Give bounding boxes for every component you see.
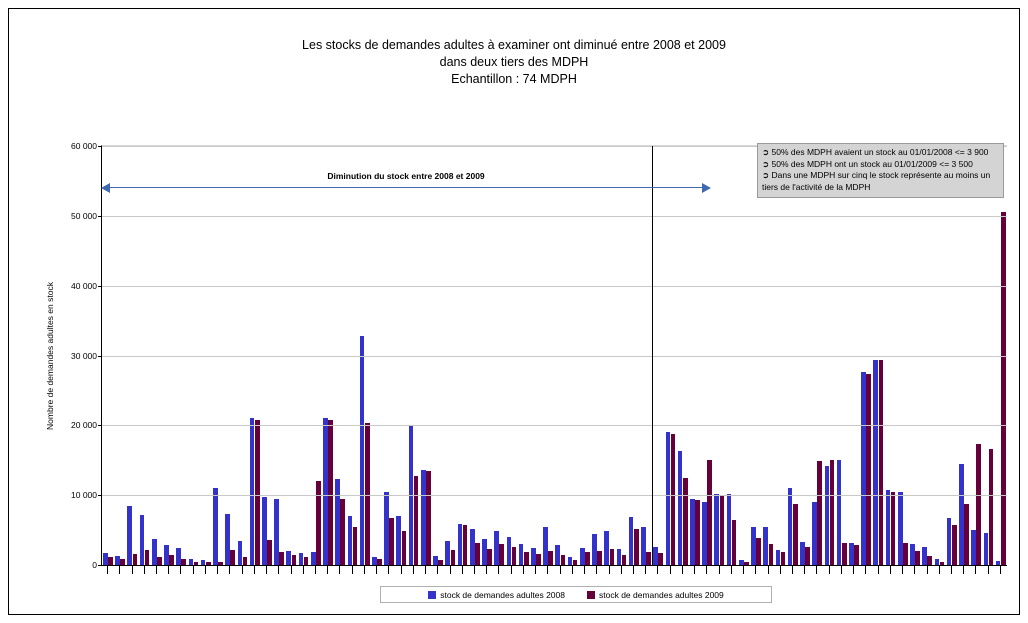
note-line-3 <box>762 170 999 193</box>
x-axis-tick <box>303 566 304 574</box>
bar-2008 <box>812 502 817 565</box>
bar-2009 <box>671 434 676 565</box>
bar-2008 <box>849 543 854 565</box>
bar-2009 <box>732 520 737 565</box>
bar-2008 <box>482 539 487 565</box>
bar-2008 <box>335 479 340 565</box>
x-axis-tick <box>682 566 683 574</box>
bar-2008 <box>262 497 267 565</box>
x-axis-tick <box>609 566 610 574</box>
x-axis-tick <box>694 566 695 574</box>
bar-2009 <box>695 500 700 565</box>
bar-2009 <box>524 552 529 565</box>
x-axis-tick <box>437 566 438 574</box>
bar-2008 <box>286 551 291 565</box>
bar-2009 <box>964 504 969 565</box>
arrow-line <box>109 187 703 188</box>
arrow-label: Diminution du stock entre 2008 et 2009 <box>327 171 485 181</box>
note-bullet-icon: ➲ <box>762 158 770 169</box>
page-title: Les stocks de demandes adultes à examiner ont diminué entre 2008 et 2009 <box>302 38 726 52</box>
x-axis-tick <box>266 566 267 574</box>
page-subtitle: dans deux tiers des MDPH <box>439 55 589 69</box>
y-axis-tick-mark <box>98 216 102 217</box>
bar-2009 <box>487 549 492 565</box>
bar-2008 <box>445 541 450 565</box>
x-axis-tick <box>291 566 292 574</box>
x-axis-tick <box>523 566 524 574</box>
x-axis-tick <box>768 566 769 574</box>
x-axis-tick <box>144 566 145 574</box>
x-axis-tick <box>229 566 230 574</box>
bar-2009 <box>267 540 272 565</box>
bar-2009 <box>781 552 786 565</box>
bar-2008 <box>690 499 695 565</box>
bar-2008 <box>225 514 230 565</box>
bar-2009 <box>169 555 174 565</box>
bar-2009 <box>658 553 663 565</box>
bar-2009 <box>622 555 627 565</box>
x-axis-tick <box>376 566 377 574</box>
bar-2008 <box>653 547 658 565</box>
x-axis-tick <box>657 566 658 574</box>
legend-item-2009 <box>587 590 724 600</box>
note-text-2: 50% des MDPH ont un stock au 01/01/2009 <= 3 500 <box>771 158 973 169</box>
bar-2009 <box>451 550 456 565</box>
x-axis-tick <box>254 566 255 574</box>
x-axis-tick <box>829 566 830 574</box>
bar-2008 <box>384 492 389 565</box>
bar-2008 <box>788 488 793 565</box>
x-axis-tick <box>352 566 353 574</box>
x-axis-tick <box>927 566 928 574</box>
bar-2008 <box>837 460 842 565</box>
bar-2009 <box>903 543 908 565</box>
y-axis-tick-label: 30 000 <box>71 350 97 361</box>
bar-2008 <box>959 464 964 565</box>
x-axis-tick <box>792 566 793 574</box>
bar-2009 <box>536 554 541 565</box>
legend-swatch-2008 <box>428 591 436 599</box>
bar-2008 <box>763 527 768 565</box>
bar-2008 <box>592 534 597 565</box>
gridline <box>102 356 1007 357</box>
bar-2009 <box>255 420 260 565</box>
bar-2008 <box>238 541 243 565</box>
x-axis-tick <box>596 566 597 574</box>
y-axis-title: Nombre de demandes adultes en stock <box>45 281 55 430</box>
bar-2008 <box>678 451 683 565</box>
bar-2008 <box>922 547 927 565</box>
bar-2009 <box>634 529 639 565</box>
x-axis-tick <box>865 566 866 574</box>
bar-2009 <box>866 374 871 565</box>
bar-2008 <box>984 533 989 565</box>
y-axis-tick-mark <box>98 146 102 147</box>
bar-2009 <box>230 550 235 565</box>
bar-2008 <box>140 515 145 565</box>
y-axis-tick-mark <box>98 495 102 496</box>
bar-2008 <box>825 466 830 565</box>
bar-2009 <box>1001 212 1006 565</box>
x-axis-tick <box>951 566 952 574</box>
bar-2009 <box>830 460 835 565</box>
x-axis-tick <box>474 566 475 574</box>
bar-2008 <box>299 553 304 565</box>
bar-2008 <box>666 432 671 565</box>
bar-2008 <box>776 550 781 565</box>
note-text-1: 50% des MDPH avaient un stock au 01/01/2008 <= 3 900 <box>771 147 989 157</box>
bar-2009 <box>328 420 333 565</box>
bar-2009 <box>145 550 150 565</box>
gridline <box>102 495 1007 496</box>
bar-2008 <box>176 548 181 565</box>
y-axis-tick-mark <box>98 425 102 426</box>
bar-2009 <box>817 461 822 565</box>
chart-frame <box>8 8 1020 615</box>
bar-2008 <box>152 539 157 565</box>
x-axis-tick <box>168 566 169 574</box>
bar-2009 <box>769 544 774 565</box>
x-axis-tick <box>242 566 243 574</box>
bar-2009 <box>340 499 345 565</box>
bar-2009 <box>279 552 284 565</box>
bar-2008 <box>971 530 976 565</box>
note-text-3: Dans une MDPH sur cinq le stock représente au moins un tiers de l'activité de la MDPH <box>762 170 991 192</box>
bar-2009 <box>512 547 517 565</box>
bar-2009 <box>927 556 932 565</box>
x-axis-tick <box>119 566 120 574</box>
bar-2008 <box>164 545 169 565</box>
x-axis-tick <box>902 566 903 574</box>
bar-2009 <box>756 538 761 565</box>
bar-2009 <box>353 527 358 565</box>
x-axis-tick <box>633 566 634 574</box>
note-box <box>757 143 1004 198</box>
note-bullet-icon: ➲ <box>762 170 770 180</box>
x-axis-tick <box>1000 566 1001 574</box>
bar-2008 <box>458 524 463 565</box>
bar-2008 <box>115 556 120 565</box>
x-axis-tick <box>486 566 487 574</box>
x-axis-tick <box>743 566 744 574</box>
x-axis-tick <box>278 566 279 574</box>
x-axis-tick <box>193 566 194 574</box>
bar-2009 <box>548 551 553 565</box>
y-axis-tick-label: 50 000 <box>71 210 97 221</box>
bar-2009 <box>597 551 602 565</box>
x-axis-tick <box>217 566 218 574</box>
x-axis-tick <box>621 566 622 574</box>
x-axis-tick <box>498 566 499 574</box>
arrow-left-head-icon <box>101 183 110 193</box>
plot-area <box>71 141 1007 570</box>
bar-2008 <box>580 548 585 565</box>
x-axis-tick <box>450 566 451 574</box>
bar-2008 <box>507 537 512 565</box>
gridline <box>102 286 1007 287</box>
x-axis-tick <box>107 566 108 574</box>
x-axis-tick <box>572 566 573 574</box>
bar-2008 <box>127 506 132 565</box>
x-axis-tick <box>180 566 181 574</box>
bar-2008 <box>800 542 805 565</box>
legend-swatch-2009 <box>587 591 595 599</box>
legend-label-2008: stock de demandes adultes 2008 <box>440 589 565 600</box>
y-axis-tick-label: 0 <box>92 560 97 570</box>
x-axis-tick <box>547 566 548 574</box>
x-axis-tick <box>963 566 964 574</box>
x-axis-tick <box>780 566 781 574</box>
y-axis-tick-label: 40 000 <box>71 280 97 291</box>
y-axis-tick-label: 10 000 <box>71 490 97 501</box>
bar-2008 <box>568 557 573 565</box>
bar-2009 <box>365 423 370 565</box>
bar-2008 <box>910 544 915 565</box>
bar-2009 <box>133 554 138 565</box>
bar-2008 <box>714 494 719 565</box>
bar-2008 <box>947 518 952 565</box>
legend <box>380 586 772 603</box>
bar-2008 <box>311 552 316 565</box>
x-axis-ticks <box>101 566 1007 575</box>
x-axis-tick <box>816 566 817 574</box>
x-axis-tick <box>388 566 389 574</box>
bar-2009 <box>989 449 994 565</box>
x-axis-tick <box>339 566 340 574</box>
bar-2008 <box>519 544 524 565</box>
bar-2008 <box>702 502 707 565</box>
bar-2009 <box>475 543 480 565</box>
arrow-right-head-icon <box>702 183 711 193</box>
x-axis-tick <box>975 566 976 574</box>
bar-2008 <box>861 372 866 565</box>
bar-2008 <box>727 494 732 565</box>
x-axis-tick <box>315 566 316 574</box>
x-axis-tick <box>327 566 328 574</box>
gridline <box>102 216 1007 217</box>
x-axis-tick <box>401 566 402 574</box>
bar-2009 <box>585 552 590 565</box>
bar-2009 <box>646 552 651 565</box>
bar-2008 <box>470 529 475 565</box>
x-axis-tick <box>205 566 206 574</box>
bar-2008 <box>886 490 891 565</box>
bar-2008 <box>531 548 536 565</box>
x-axis-tick <box>584 566 585 574</box>
bar-2009 <box>414 476 419 565</box>
x-axis-tick <box>939 566 940 574</box>
x-axis-tick <box>364 566 365 574</box>
x-axis-tick <box>670 566 671 574</box>
bar-2008 <box>250 418 255 565</box>
bar-2008 <box>604 531 609 565</box>
bar-2008 <box>494 531 499 565</box>
bar-2008 <box>555 545 560 565</box>
x-axis-tick <box>890 566 891 574</box>
x-axis-tick <box>914 566 915 574</box>
x-axis-tick <box>560 566 561 574</box>
sample-label: Echantillon : 74 MDPH <box>451 72 577 86</box>
bar-2009 <box>805 547 810 565</box>
bar-2008 <box>898 492 903 565</box>
y-axis-tick-label: 60 000 <box>71 141 97 151</box>
bar-2009 <box>976 444 981 566</box>
bar-2009 <box>952 525 957 565</box>
x-axis-tick <box>731 566 732 574</box>
x-axis-tick <box>535 566 536 574</box>
bar-2008 <box>421 470 426 565</box>
bar-2008 <box>873 360 878 565</box>
note-line-1 <box>762 147 999 159</box>
bar-2009 <box>292 555 297 565</box>
x-axis-tick <box>878 566 879 574</box>
bar-2008 <box>396 516 401 565</box>
separator-line <box>652 146 653 565</box>
bar-2009 <box>561 555 566 565</box>
bar-2009 <box>243 557 248 565</box>
note-line-2 <box>762 159 999 171</box>
x-axis-tick <box>132 566 133 574</box>
x-axis-tick <box>988 566 989 574</box>
bar-2009 <box>316 481 321 565</box>
bar-2008 <box>103 553 108 565</box>
bar-2009 <box>720 496 725 565</box>
bar-2009 <box>842 543 847 565</box>
bar-2009 <box>402 531 407 565</box>
bar-2008 <box>274 499 279 565</box>
bar-2009 <box>610 549 615 565</box>
bar-2008 <box>543 527 548 565</box>
bar-2009 <box>499 544 504 565</box>
note-bullet-icon: ➲ <box>762 147 770 157</box>
bar-2008 <box>348 516 353 565</box>
legend-item-2008 <box>428 590 565 600</box>
bar-2009 <box>854 545 859 565</box>
x-axis-tick <box>645 566 646 574</box>
y-axis-tick-mark <box>98 286 102 287</box>
x-axis-tick <box>853 566 854 574</box>
bar-2008 <box>641 527 646 565</box>
chart-title-block <box>9 37 1019 88</box>
x-axis-tick <box>425 566 426 574</box>
x-axis-tick <box>804 566 805 574</box>
gridline <box>102 425 1007 426</box>
bar-2009 <box>108 557 113 565</box>
x-axis-tick <box>706 566 707 574</box>
bar-2009 <box>793 504 798 565</box>
bar-2008 <box>751 527 756 565</box>
bar-2009 <box>304 557 309 565</box>
bar-2009 <box>683 478 688 565</box>
legend-label-2009: stock de demandes adultes 2009 <box>599 589 724 600</box>
x-axis-tick <box>719 566 720 574</box>
bar-2009 <box>707 460 712 565</box>
bar-2009 <box>879 360 884 565</box>
bar-2009 <box>426 471 431 565</box>
x-axis-tick <box>462 566 463 574</box>
y-axis-tick-mark <box>98 356 102 357</box>
bar-2009 <box>891 492 896 565</box>
bar-2008 <box>372 557 377 565</box>
x-axis-tick <box>755 566 756 574</box>
bar-2009 <box>157 557 162 565</box>
bar-2008 <box>629 517 634 565</box>
bar-2009 <box>463 525 468 565</box>
bar-2008 <box>213 488 218 565</box>
bar-2009 <box>389 518 394 565</box>
bar-2009 <box>915 551 920 565</box>
x-axis-tick <box>511 566 512 574</box>
bar-2008 <box>433 556 438 565</box>
x-axis-tick <box>156 566 157 574</box>
bar-2008 <box>360 336 365 565</box>
bar-2008 <box>617 549 622 565</box>
x-axis-tick <box>841 566 842 574</box>
y-axis-tick-label: 20 000 <box>71 420 97 431</box>
bar-2008 <box>323 418 328 565</box>
x-axis-tick <box>413 566 414 574</box>
diminution-arrow-annotation <box>101 171 711 189</box>
